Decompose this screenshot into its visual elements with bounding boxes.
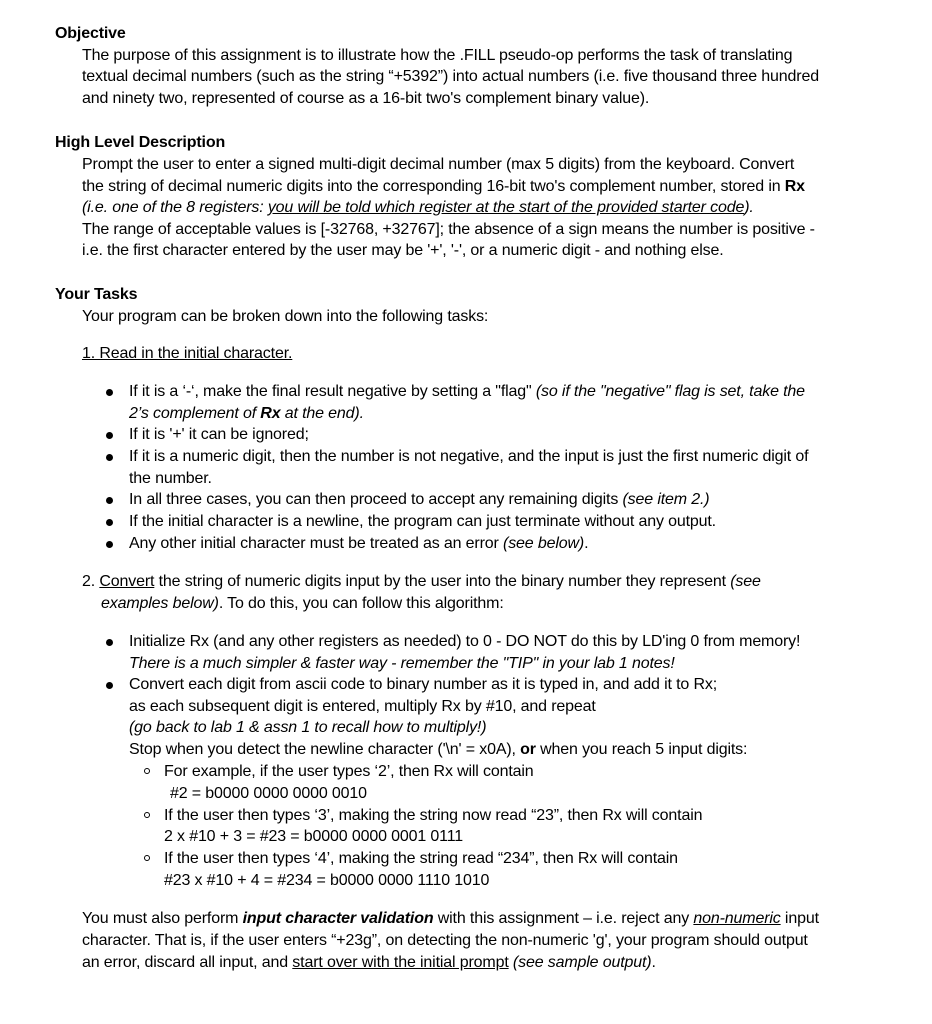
task-item-2-line-2: examples below). To do this, you can follow this algorithm:	[101, 595, 504, 612]
algo-bullet-2-line-4: Stop when you detect the newline character ('\n' = x0A), or when you reach 5 input digits:	[129, 741, 748, 758]
example-3-line-1: If the user then types ‘4’, making the string read “234”, then Rx will contain	[164, 850, 678, 867]
objective-heading: Objective	[55, 25, 126, 42]
bullet-6: Any other initial character must be treated as an error (see below).	[129, 535, 589, 552]
sub-bullet-circle	[144, 812, 150, 818]
validation-line-3: an error, discard all input, and start over with the initial prompt (see sample output).	[82, 954, 656, 971]
bullet-1-line-1: If it is a ‘-‘, make the final result negative by setting a "flag" (so if the "negative" flag is set, take the	[129, 383, 805, 400]
example-2-line-1: If the user then types ‘3’, making the string now read “23”, then Rx will contain	[164, 807, 703, 824]
tasks-intro: Your program can be broken down into the following tasks:	[82, 308, 489, 325]
sub-bullet-circle	[144, 855, 150, 861]
bullet-3-line-2: the number.	[129, 470, 212, 487]
algo-bullet-2-line-1: Convert each digit from ascii code to binary number as it is typed in, and add it to Rx;	[129, 676, 717, 693]
hld-line-3: (i.e. one of the 8 registers: you will be told which register at the start of the provided starter code).	[82, 199, 754, 216]
algo-bullet-2-line-3: (go back to lab 1 & assn 1 to recall how to multiply!)	[129, 719, 487, 736]
example-1-line-2: #2 = b0000 0000 0000 0010	[170, 785, 367, 802]
objective-line-1: The purpose of this assignment is to illustrate how the .FILL pseudo-op performs the task of translating	[82, 47, 793, 64]
example-1-line-1: For example, if the user types ‘2’, then Rx will contain	[164, 763, 534, 780]
validation-line-1: You must also perform input character validation with this assignment – i.e. reject any non-numeric input	[82, 910, 819, 927]
task-item-1: 1. Read in the initial character.	[82, 345, 293, 362]
example-2-line-2: 2 x #10 + 3 = #23 = b0000 0000 0001 0111	[164, 828, 464, 845]
bullet-4: In all three cases, you can then proceed to accept any remaining digits (see item 2.)	[129, 491, 710, 508]
bullet-dot	[106, 389, 113, 396]
task-item-2-line-1: 2. Convert the string of numeric digits input by the user into the binary number they represent (see	[82, 573, 761, 590]
bullet-5: If the initial character is a newline, the program can just terminate without any output.	[129, 513, 716, 530]
hld-line-4: The range of acceptable values is [-32768, +32767]; the absence of a sign means the number is positive -	[82, 221, 815, 238]
bullet-dot	[106, 432, 113, 439]
hld-line-2: the string of decimal numeric digits into the corresponding 16-bit two's complement number, stored in Rx	[82, 178, 805, 195]
algo-bullet-2-line-2: as each subsequent digit is entered, multiply Rx by #10, and repeat	[129, 698, 596, 715]
sub-bullet-circle	[144, 768, 150, 774]
bullet-2: If it is '+' it can be ignored;	[129, 426, 309, 443]
bullet-1-line-2: 2’s complement of Rx at the end).	[129, 405, 364, 422]
objective-line-3: and ninety two, represented of course as a 16-bit two's complement binary value).	[82, 90, 650, 107]
algo-bullet-1-line-2: There is a much simpler & faster way - remember the "TIP" in your lab 1 notes!	[129, 655, 675, 672]
bullet-3-line-1: If it is a numeric digit, then the number is not negative, and the input is just the first numeric digit of	[129, 448, 809, 465]
bullet-dot	[106, 541, 113, 548]
example-3-line-2: #23 x #10 + 4 = #234 = b0000 0000 1110 1010	[164, 872, 490, 889]
algo-bullet-1-line-1: Initialize Rx (and any other registers as needed) to 0 - DO NOT do this by LD'ing 0 from memory!	[129, 633, 801, 650]
hld-line-5: i.e. the first character entered by the user may be '+', '-', or a numeric digit - and nothing else.	[82, 242, 724, 259]
bullet-dot	[106, 682, 113, 689]
bullet-dot	[106, 454, 113, 461]
bullet-dot	[106, 639, 113, 646]
tasks-heading: Your Tasks	[55, 286, 138, 303]
bullet-dot	[106, 519, 113, 526]
bullet-dot	[106, 497, 113, 504]
hld-line-1: Prompt the user to enter a signed multi-digit decimal number (max 5 digits) from the keyboard. Convert	[82, 156, 795, 173]
hld-heading: High Level Description	[55, 134, 226, 151]
objective-line-2: textual decimal numbers (such as the string “+5392”) into actual numbers (i.e. five thousand three hundred	[82, 68, 819, 85]
validation-line-2: character. That is, if the user enters “+23g”, on detecting the non-numeric 'g', your program should output	[82, 932, 808, 949]
